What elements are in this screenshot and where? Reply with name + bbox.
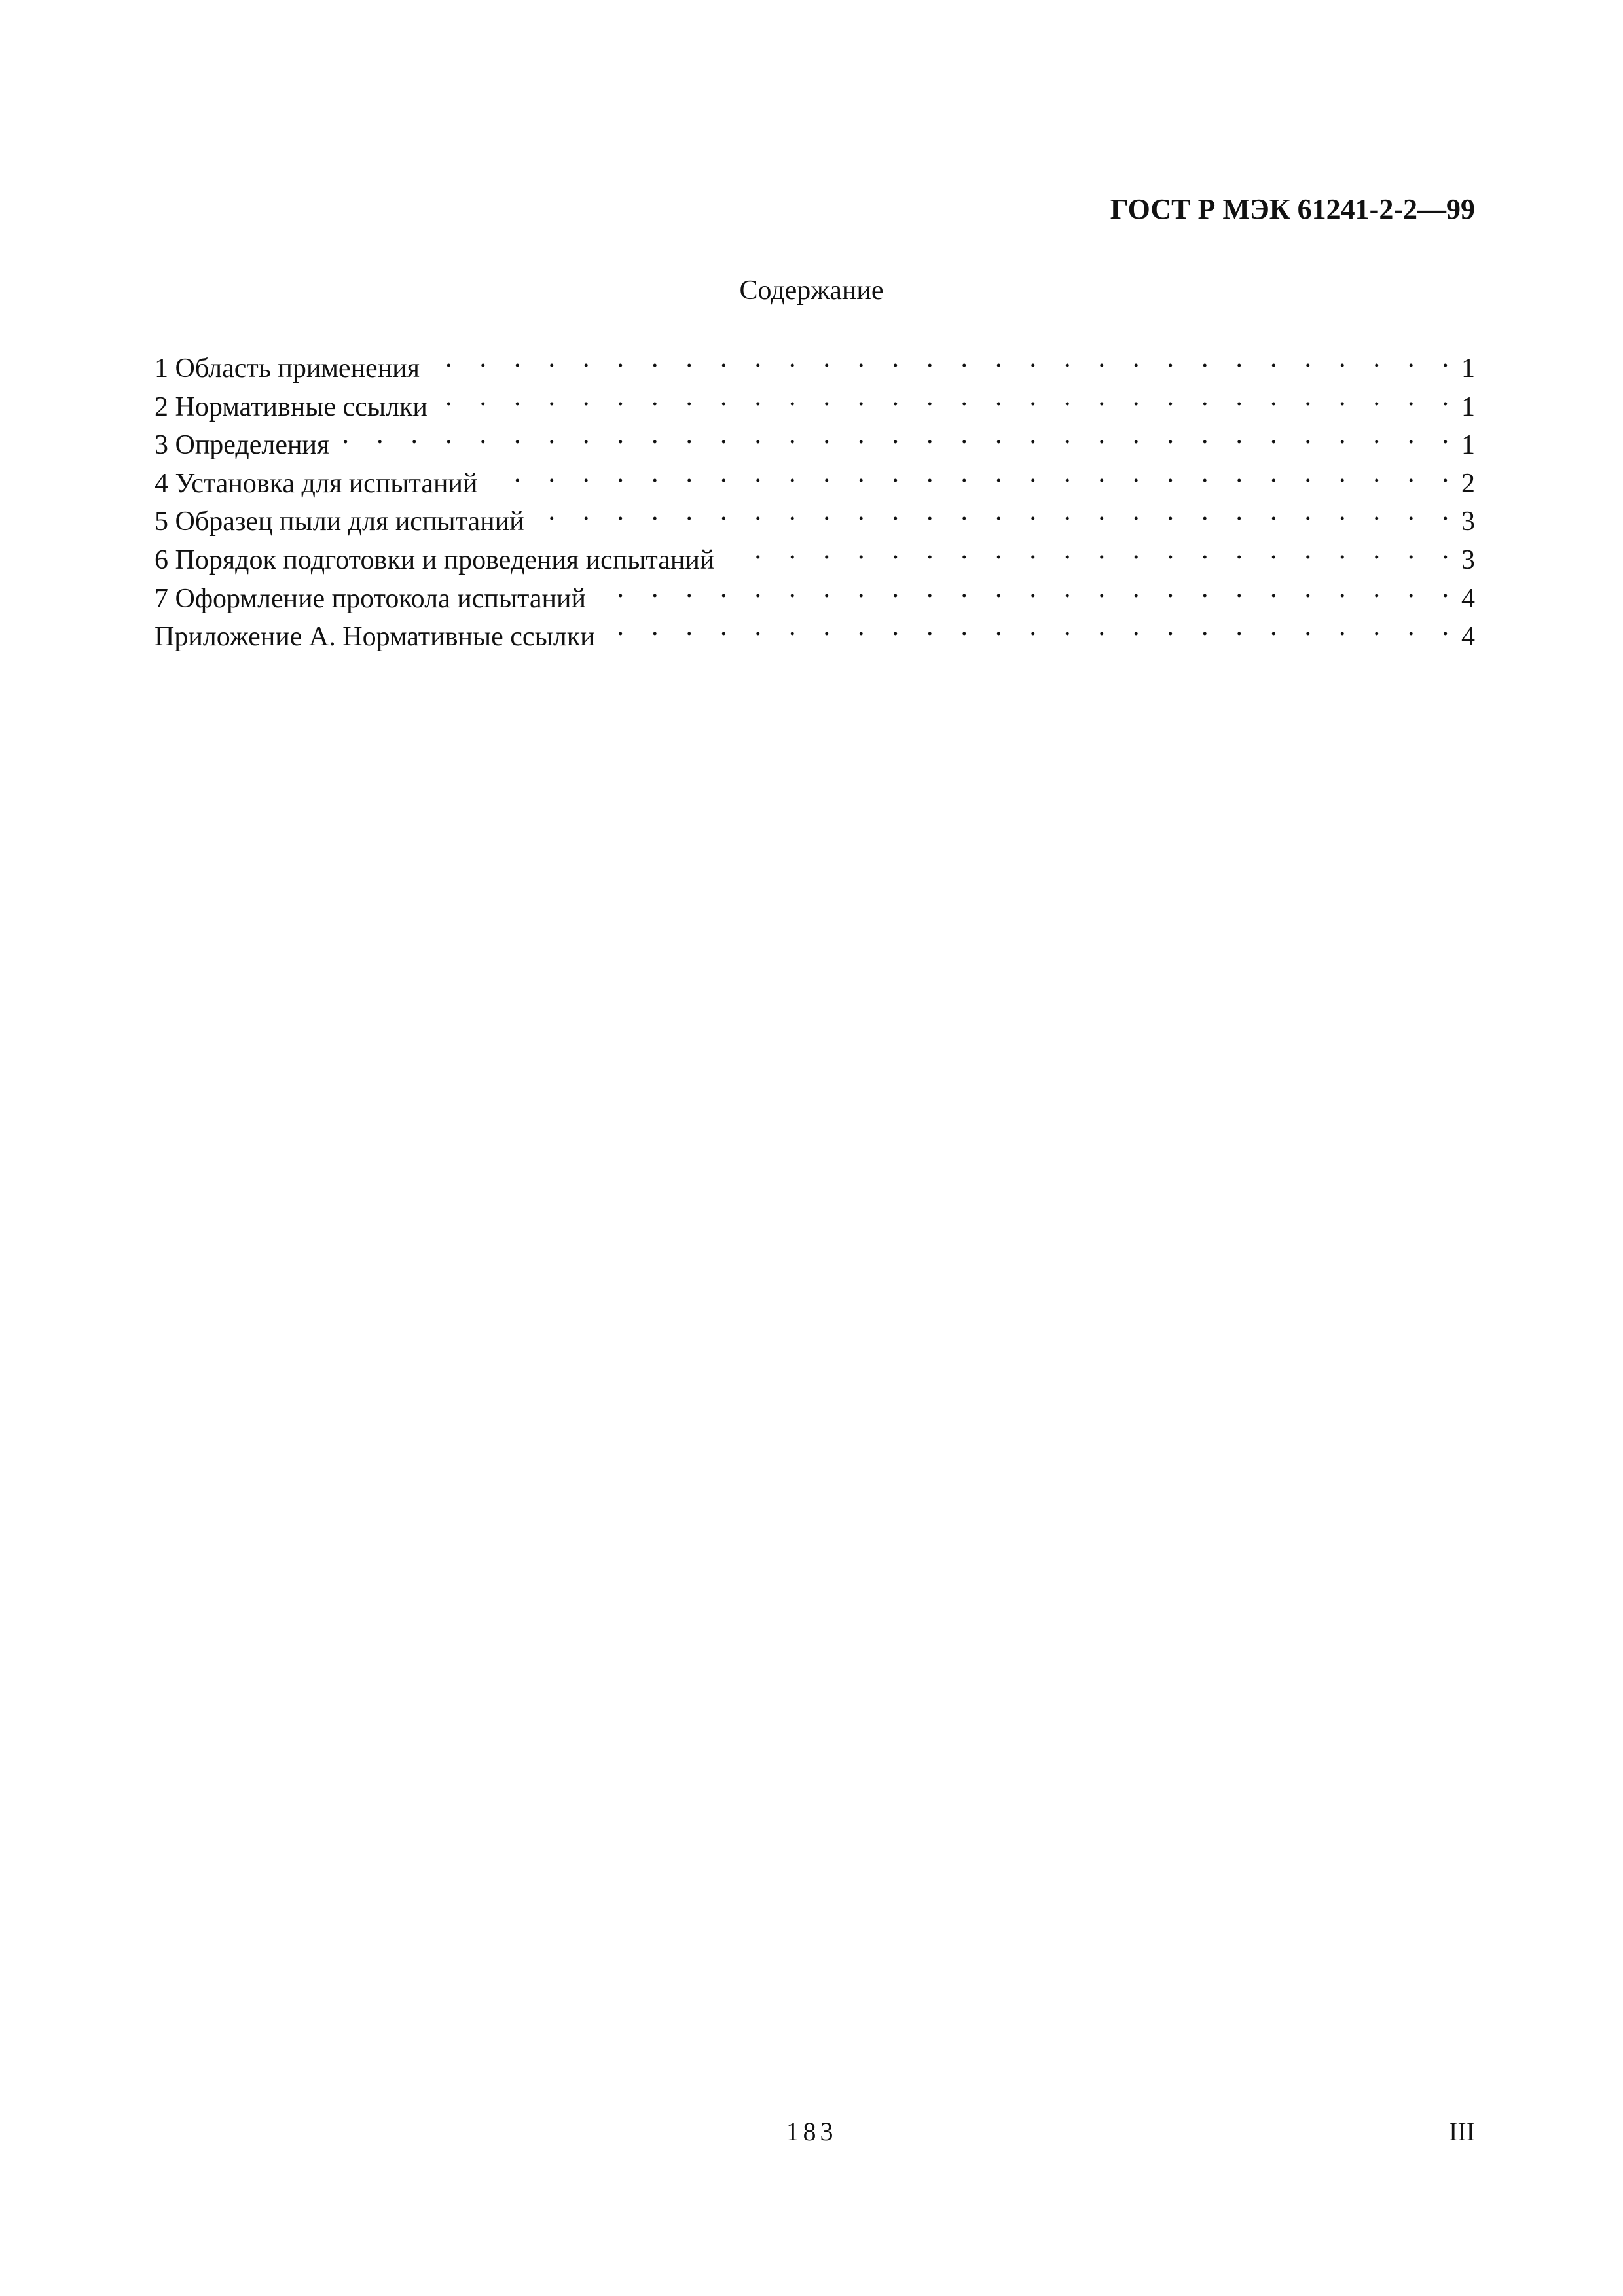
document-code: ГОСТ Р МЭК 61241-2-2—99	[1110, 193, 1475, 225]
toc-entry-label: 4 Установка для испытаний	[155, 468, 478, 499]
table-of-contents	[155, 339, 1475, 653]
dot-leader	[607, 607, 1449, 645]
toc-entry-3[interactable]	[155, 416, 1475, 461]
page-number: 183	[786, 2117, 837, 2146]
toc-entry-label: 3 Определения	[155, 430, 330, 461]
dot-leader	[536, 492, 1449, 530]
toc-entry-page: 1	[1461, 430, 1475, 461]
toc-entry-label: 7 Оформление протокола испытаний	[155, 583, 586, 614]
toc-entry-page: 1	[1461, 353, 1475, 384]
dot-leader	[726, 531, 1449, 569]
toc-entry-4[interactable]	[155, 454, 1475, 499]
toc-entry-label: 5 Образец пыли для испытаний	[155, 507, 524, 537]
toc-entry-label: 1 Область применения	[155, 353, 420, 384]
dot-leader	[431, 339, 1449, 377]
dot-leader	[489, 454, 1449, 492]
dot-leader	[341, 416, 1449, 454]
toc-entry-page: 4	[1461, 583, 1475, 614]
toc-entry-page: 3	[1461, 507, 1475, 537]
toc-title: Содержание	[739, 276, 884, 306]
dot-leader	[598, 569, 1449, 607]
toc-entry-label: 2 Нормативные ссылки	[155, 391, 428, 422]
toc-entry-page: 4	[1461, 622, 1475, 653]
toc-entry-page: 2	[1461, 468, 1475, 499]
dot-leader	[439, 378, 1449, 416]
roman-page-number: III	[1449, 2117, 1475, 2146]
toc-entry-page: 3	[1461, 545, 1475, 575]
toc-entry-page: 1	[1461, 391, 1475, 422]
toc-entry-label: Приложение А. Нормативные ссылки	[155, 622, 595, 653]
toc-entry-label: 6 Порядок подготовки и проведения испытаний	[155, 545, 715, 575]
toc-entry-1[interactable]	[155, 339, 1475, 384]
